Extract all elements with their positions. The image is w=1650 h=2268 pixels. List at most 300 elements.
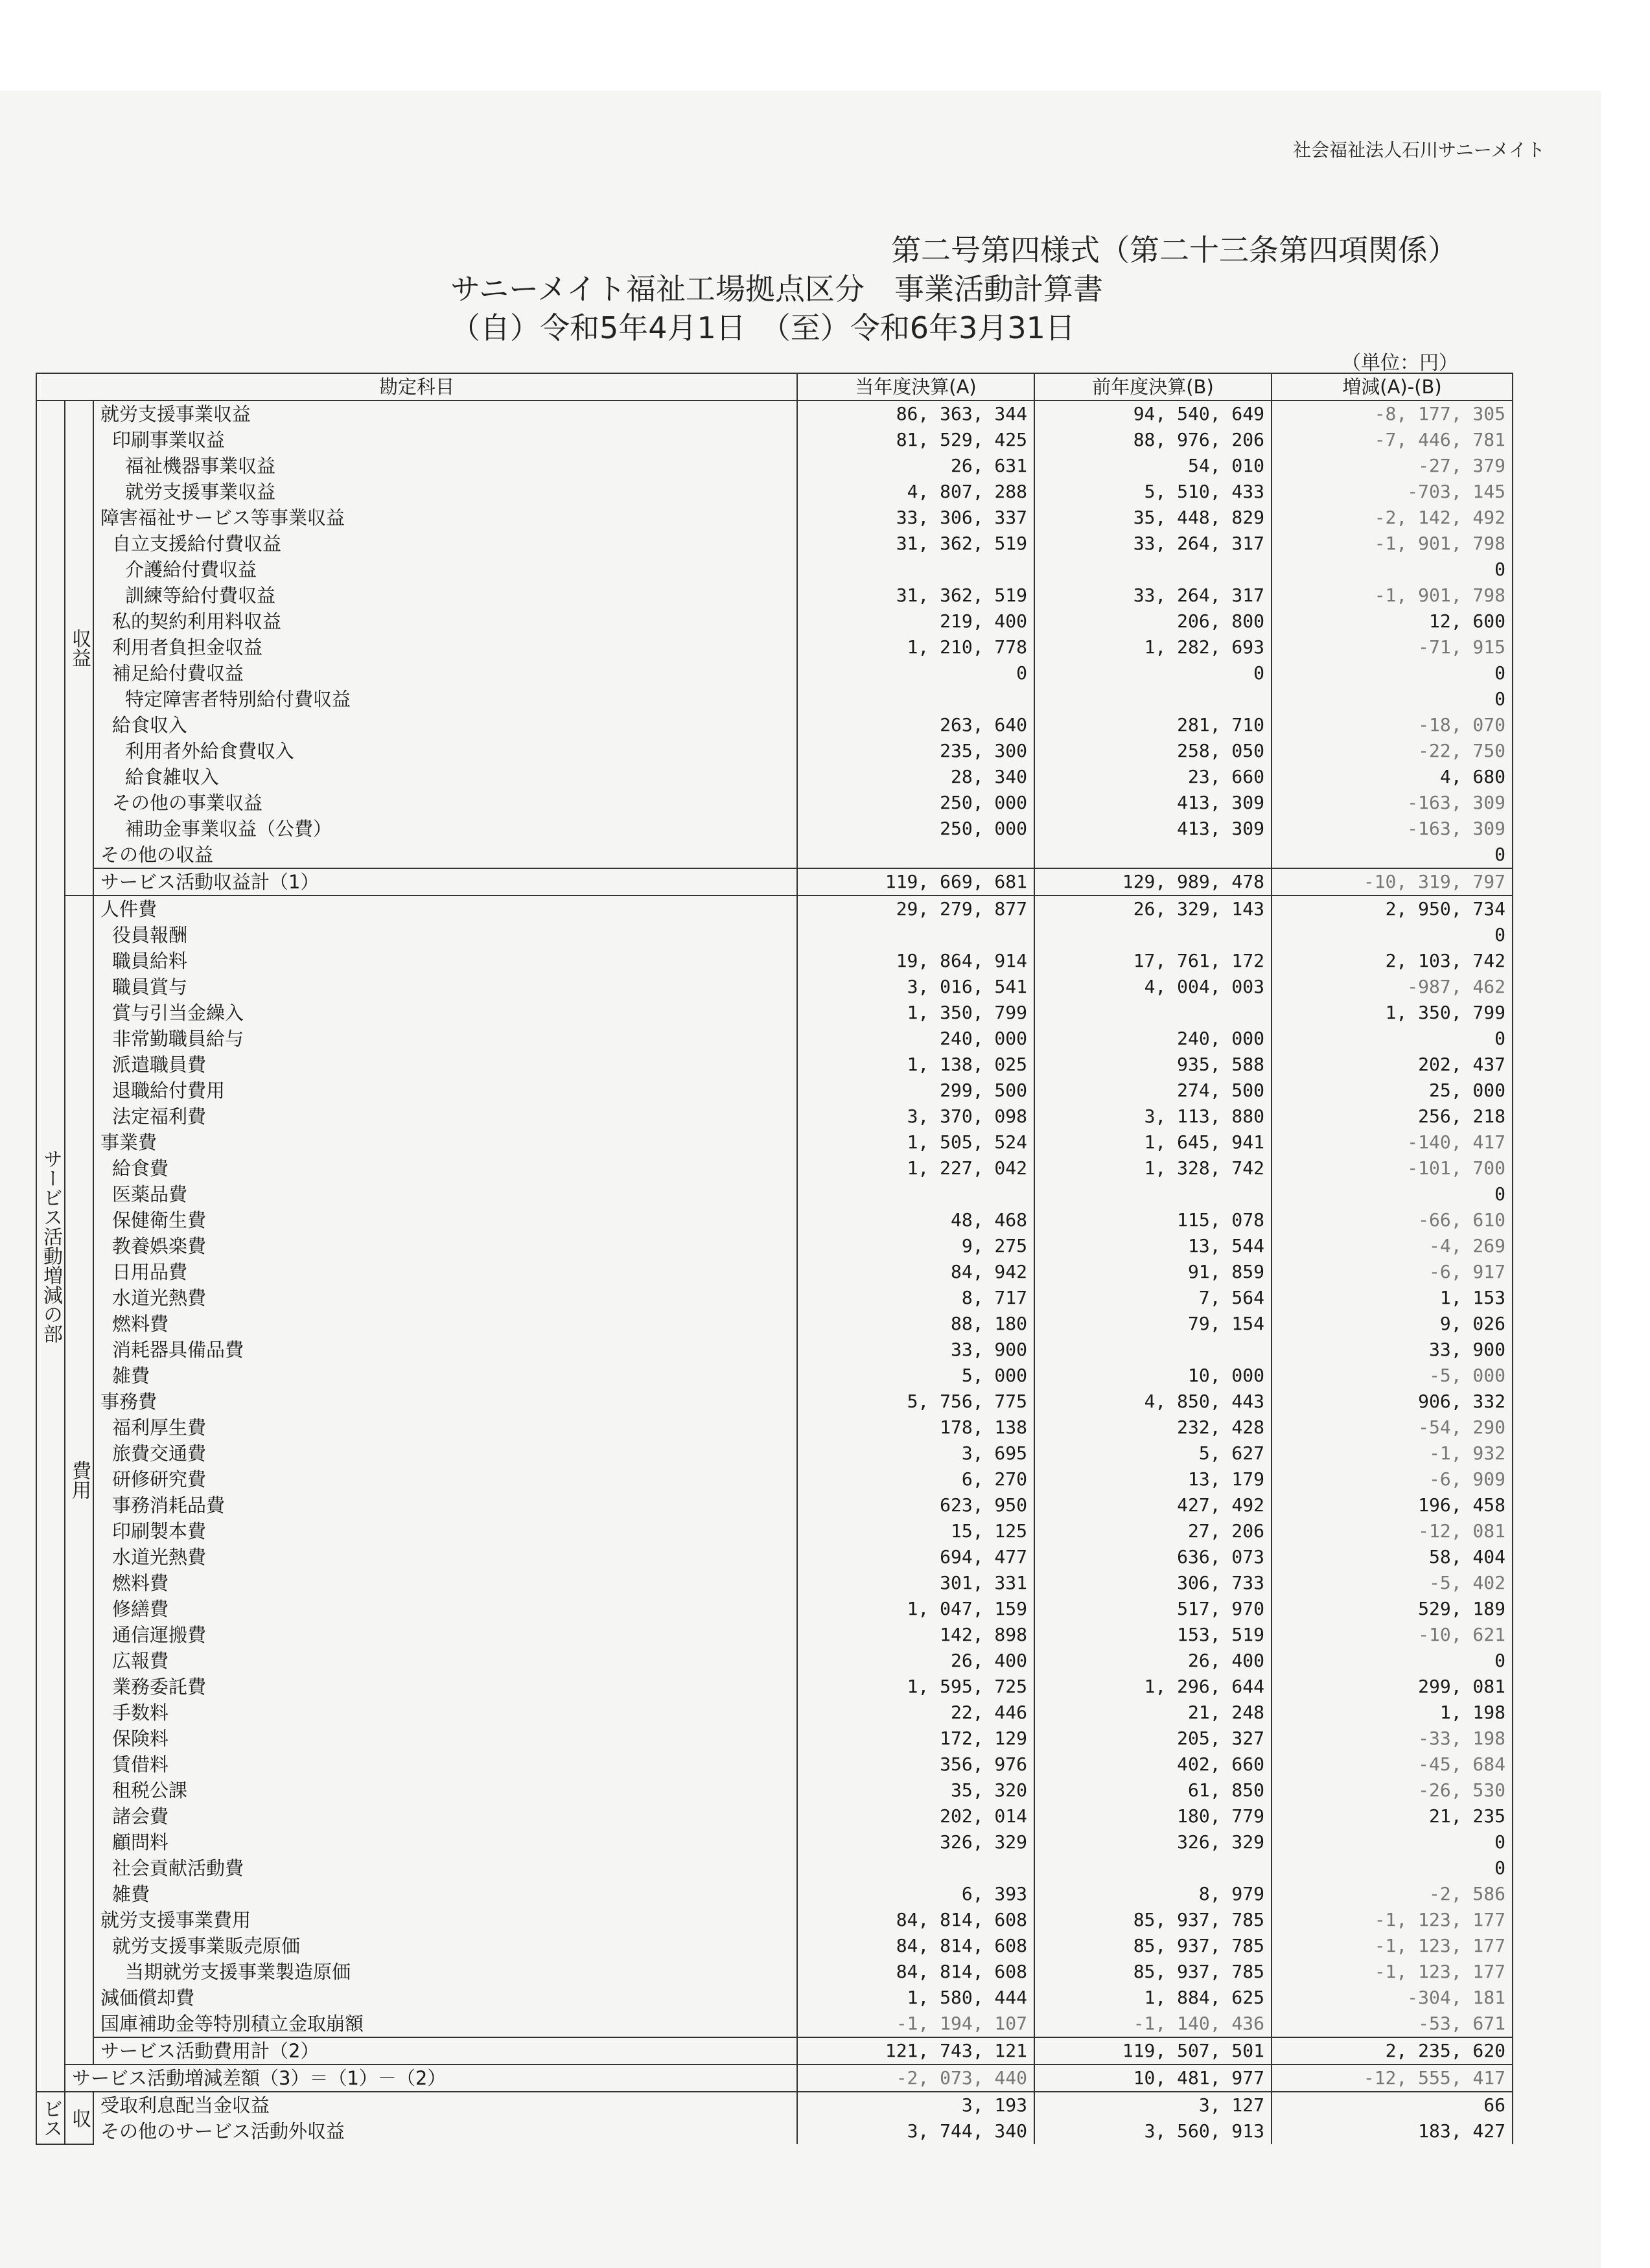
table-row [36, 1907, 1513, 1933]
cell-previous: 306, 733 [1034, 1570, 1272, 1596]
row-label: 研修研究費 [93, 1466, 797, 1492]
cell-change: -2, 586 [1272, 1881, 1513, 1907]
table-row [36, 608, 1513, 634]
cell-current: 250, 000 [797, 790, 1034, 816]
table-row [36, 2092, 1513, 2118]
cell-change: -33, 198 [1272, 1726, 1513, 1752]
row-label: 事務消耗品費 [93, 1492, 797, 1518]
table-row [36, 479, 1513, 505]
row-label: 租税公課 [93, 1777, 797, 1803]
cell-previous: 3, 127 [1034, 2092, 1272, 2118]
cell-current: 31, 362, 519 [797, 583, 1034, 608]
cell-change: -5, 000 [1272, 1363, 1513, 1389]
cell-previous [1034, 1337, 1272, 1363]
row-label: 法定福利費 [93, 1104, 797, 1129]
row-label: 自立支援給付費収益 [93, 531, 797, 557]
cell-current: 84, 814, 608 [797, 1907, 1034, 1933]
table-row [36, 868, 1513, 896]
row-label: 当期就労支援事業製造原価 [93, 1959, 797, 1985]
cell-previous: 274, 500 [1034, 1078, 1272, 1104]
cell-previous: 413, 309 [1034, 790, 1272, 816]
fiscal-period: （自）令和5年4月1日 （至）令和6年3月31日 [450, 310, 1075, 345]
cell-previous: 61, 850 [1034, 1777, 1272, 1803]
cell-previous: 26, 329, 143 [1034, 896, 1272, 922]
cell-current: 326, 329 [797, 1829, 1034, 1855]
cell-change: -71, 915 [1272, 634, 1513, 660]
cell-change: -27, 379 [1272, 453, 1513, 479]
cell-current: 9, 275 [797, 1233, 1034, 1259]
table-row [36, 1052, 1513, 1078]
cell-previous: 54, 010 [1034, 453, 1272, 479]
cell-current: 29, 279, 877 [797, 896, 1034, 922]
row-label: 手数料 [93, 1700, 797, 1726]
cell-change: 58, 404 [1272, 1544, 1513, 1570]
cell-current: 26, 631 [797, 453, 1034, 479]
cell-previous: 8, 979 [1034, 1881, 1272, 1907]
table-row [36, 896, 1513, 922]
row-label: その他のサービス活動外収益 [93, 2118, 797, 2144]
cell-change: 0 [1272, 1648, 1513, 1674]
row-label: 通信運搬費 [93, 1622, 797, 1648]
cell-current: 26, 400 [797, 1648, 1034, 1674]
row-label: 福祉機器事業収益 [93, 453, 797, 479]
row-label: 旅費交通費 [93, 1441, 797, 1466]
cell-current: 84, 942 [797, 1259, 1034, 1285]
cell-current: 33, 900 [797, 1337, 1034, 1363]
cell-previous: 85, 937, 785 [1034, 1959, 1272, 1985]
cell-change: 2, 235, 620 [1272, 2037, 1513, 2065]
cell-previous: 1, 328, 742 [1034, 1155, 1272, 1181]
form-number: 第二号第四様式（第二十三条第四項関係） [891, 233, 1458, 268]
table-row [36, 1752, 1513, 1777]
row-label: サービス活動費用計（2） [93, 2037, 797, 2065]
table-row [36, 1466, 1513, 1492]
cell-previous: 636, 073 [1034, 1544, 1272, 1570]
cell-previous [1034, 1855, 1272, 1881]
row-label: 障害福祉サービス等事業収益 [93, 505, 797, 531]
cell-change: 33, 900 [1272, 1337, 1513, 1363]
row-label: 特定障害者特別給付費収益 [93, 686, 797, 712]
cell-previous [1034, 686, 1272, 712]
cell-current: 3, 016, 541 [797, 974, 1034, 1000]
cell-previous: 5, 510, 433 [1034, 479, 1272, 505]
table-row [36, 1803, 1513, 1829]
row-label: 給食収入 [93, 712, 797, 738]
cell-change: 202, 437 [1272, 1052, 1513, 1078]
row-label: 非常勤職員給与 [93, 1026, 797, 1052]
cell-previous: 517, 970 [1034, 1596, 1272, 1622]
cell-previous: 205, 327 [1034, 1726, 1272, 1752]
cell-previous [1034, 1181, 1272, 1207]
row-label: 補助金事業収益（公費） [93, 816, 797, 842]
table-row [36, 1544, 1513, 1570]
row-label: 利用者外給食費収入 [93, 738, 797, 764]
cell-previous: 206, 800 [1034, 608, 1272, 634]
cell-current: 3, 193 [797, 2092, 1034, 2118]
row-label: 雑費 [93, 1881, 797, 1907]
cell-change: 183, 427 [1272, 2118, 1513, 2144]
cell-current [797, 1181, 1034, 1207]
cell-previous: 4, 004, 003 [1034, 974, 1272, 1000]
cell-previous: 326, 329 [1034, 1829, 1272, 1855]
cell-current: 81, 529, 425 [797, 427, 1034, 453]
row-label: 保健衛生費 [93, 1207, 797, 1233]
statement-title: サニーメイト福祉工場拠点区分 事業活動計算書 [450, 272, 1103, 307]
table-row [36, 1259, 1513, 1285]
header-current: 当年度決算(A) [797, 373, 1034, 400]
row-label: 役員報酬 [93, 922, 797, 948]
cell-change: 906, 332 [1272, 1389, 1513, 1415]
table-row [36, 1881, 1513, 1907]
table-row [36, 634, 1513, 660]
cell-previous: 3, 560, 913 [1034, 2118, 1272, 2144]
cell-current: 33, 306, 337 [797, 505, 1034, 531]
cell-current: 219, 400 [797, 608, 1034, 634]
cell-change: 0 [1272, 1829, 1513, 1855]
row-label: 広報費 [93, 1648, 797, 1674]
cell-current: 142, 898 [797, 1622, 1034, 1648]
cell-previous: -1, 140, 436 [1034, 2011, 1272, 2037]
cell-change: 1, 350, 799 [1272, 1000, 1513, 1026]
cell-current: 178, 138 [797, 1415, 1034, 1441]
table-header-row [36, 373, 1513, 400]
cell-change: 4, 680 [1272, 764, 1513, 790]
cell-previous [1034, 922, 1272, 948]
table-row [36, 1648, 1513, 1674]
cell-change: 299, 081 [1272, 1674, 1513, 1700]
table-row [36, 922, 1513, 948]
row-label: 教養娯楽費 [93, 1233, 797, 1259]
row-label: 訓練等給付費収益 [93, 583, 797, 608]
cell-previous: 85, 937, 785 [1034, 1907, 1272, 1933]
cell-current: 84, 814, 608 [797, 1933, 1034, 1959]
cell-previous [1034, 1000, 1272, 1026]
table-row [36, 712, 1513, 738]
row-label: 就労支援事業収益 [93, 400, 797, 427]
cell-change: 196, 458 [1272, 1492, 1513, 1518]
cell-current: 86, 363, 344 [797, 400, 1034, 427]
row-label: 給食費 [93, 1155, 797, 1181]
cell-current: 202, 014 [797, 1803, 1034, 1829]
cell-current [797, 922, 1034, 948]
table-row [36, 2037, 1513, 2065]
table-row [36, 1181, 1513, 1207]
row-label: 顧問料 [93, 1829, 797, 1855]
row-label: 就労支援事業費用 [93, 1907, 797, 1933]
cell-change: 25, 000 [1272, 1078, 1513, 1104]
cell-previous: 232, 428 [1034, 1415, 1272, 1441]
table-row [36, 1389, 1513, 1415]
cell-previous: 13, 544 [1034, 1233, 1272, 1259]
cell-change: -703, 145 [1272, 479, 1513, 505]
cell-change: 66 [1272, 2092, 1513, 2118]
row-label: 雑費 [93, 1363, 797, 1389]
section-revenue: 収益 [65, 400, 93, 896]
table-row [36, 686, 1513, 712]
row-label: 消耗器具備品費 [93, 1337, 797, 1363]
cell-change: 0 [1272, 1181, 1513, 1207]
cell-previous: 85, 937, 785 [1034, 1933, 1272, 1959]
table-row [36, 400, 1513, 427]
cell-change: -987, 462 [1272, 974, 1513, 1000]
cell-current: 48, 468 [797, 1207, 1034, 1233]
header-account: 勘定科目 [36, 373, 797, 400]
table-row [36, 764, 1513, 790]
row-label: その他の事業収益 [93, 790, 797, 816]
cell-change: -12, 081 [1272, 1518, 1513, 1544]
cell-change: -66, 610 [1272, 1207, 1513, 1233]
cell-current: -1, 194, 107 [797, 2011, 1034, 2037]
table-row [36, 660, 1513, 686]
cell-change: -4, 269 [1272, 1233, 1513, 1259]
cell-change: -6, 917 [1272, 1259, 1513, 1285]
cell-change: -101, 700 [1272, 1155, 1513, 1181]
cell-current: 3, 695 [797, 1441, 1034, 1466]
cell-current: 121, 743, 121 [797, 2037, 1034, 2065]
cell-change: 1, 198 [1272, 1700, 1513, 1726]
row-label: 印刷製本費 [93, 1518, 797, 1544]
cell-change: 0 [1272, 922, 1513, 948]
table-row [36, 2065, 1513, 2092]
cell-previous: 1, 884, 625 [1034, 1985, 1272, 2011]
cell-change: -10, 621 [1272, 1622, 1513, 1648]
row-label: 利用者負担金収益 [93, 634, 797, 660]
table-row [36, 738, 1513, 764]
cell-change: -54, 290 [1272, 1415, 1513, 1441]
cell-current: 8, 717 [797, 1285, 1034, 1311]
table-row [36, 1363, 1513, 1389]
row-label: 賃借料 [93, 1752, 797, 1777]
cell-previous: 13, 179 [1034, 1466, 1272, 1492]
cell-previous: 10, 481, 977 [1034, 2065, 1272, 2092]
cell-change: -7, 446, 781 [1272, 427, 1513, 453]
cell-current: 5, 000 [797, 1363, 1034, 1389]
cell-current: 19, 864, 914 [797, 948, 1034, 974]
cell-change: -5, 402 [1272, 1570, 1513, 1596]
table-row [36, 1933, 1513, 1959]
row-label: 諸会費 [93, 1803, 797, 1829]
cell-previous: 0 [1034, 660, 1272, 686]
cell-previous: 129, 989, 478 [1034, 868, 1272, 896]
cell-previous: 88, 976, 206 [1034, 427, 1272, 453]
cell-change: -1, 123, 177 [1272, 1933, 1513, 1959]
table-row [36, 505, 1513, 531]
row-label: 事務費 [93, 1389, 797, 1415]
row-label: 就労支援事業販売原価 [93, 1933, 797, 1959]
cell-previous: 427, 492 [1034, 1492, 1272, 1518]
table-row [36, 1000, 1513, 1026]
row-label: 日用品費 [93, 1259, 797, 1285]
cell-previous: 17, 761, 172 [1034, 948, 1272, 974]
table-body [36, 400, 1513, 2144]
cell-previous: 79, 154 [1034, 1311, 1272, 1337]
table-row [36, 1078, 1513, 1104]
row-label: 業務委託費 [93, 1674, 797, 1700]
table-row [36, 1622, 1513, 1648]
cell-current: 1, 580, 444 [797, 1985, 1034, 2011]
row-label: 保険料 [93, 1726, 797, 1752]
cell-previous: 5, 627 [1034, 1441, 1272, 1466]
cell-previous: 115, 078 [1034, 1207, 1272, 1233]
cell-current: 5, 756, 775 [797, 1389, 1034, 1415]
table-row [36, 1104, 1513, 1129]
row-label: 受取利息配当金収益 [93, 2092, 797, 2118]
cell-change: 0 [1272, 1026, 1513, 1052]
cell-current: 3, 370, 098 [797, 1104, 1034, 1129]
table-row [36, 974, 1513, 1000]
table-row [36, 1026, 1513, 1052]
cell-change: -1, 901, 798 [1272, 531, 1513, 557]
row-label: 医薬品費 [93, 1181, 797, 1207]
cell-change: -12, 555, 417 [1272, 2065, 1513, 2092]
cell-change: 0 [1272, 686, 1513, 712]
row-label: 水道光熱費 [93, 1285, 797, 1311]
table-row [36, 1207, 1513, 1233]
cell-current: 22, 446 [797, 1700, 1034, 1726]
cell-current: 172, 129 [797, 1726, 1034, 1752]
cell-change: 21, 235 [1272, 1803, 1513, 1829]
cell-current: 1, 505, 524 [797, 1129, 1034, 1155]
cell-change: -2, 142, 492 [1272, 505, 1513, 531]
table-row [36, 1415, 1513, 1441]
row-label: 社会貢献活動費 [93, 1855, 797, 1881]
row-label: 水道光熱費 [93, 1544, 797, 1570]
table-row [36, 1311, 1513, 1337]
cell-current: 84, 814, 608 [797, 1959, 1034, 1985]
cell-previous: 1, 296, 644 [1034, 1674, 1272, 1700]
row-label: 給食雑収入 [93, 764, 797, 790]
unit-label: （単位：円） [1342, 352, 1458, 375]
cell-previous: 94, 540, 649 [1034, 400, 1272, 427]
row-label: 介護給付費収益 [93, 557, 797, 583]
cell-previous: 33, 264, 317 [1034, 583, 1272, 608]
cell-change: -6, 909 [1272, 1466, 1513, 1492]
table-row [36, 1285, 1513, 1311]
cell-previous: 119, 507, 501 [1034, 2037, 1272, 2065]
cell-previous: 4, 850, 443 [1034, 1389, 1272, 1415]
cell-previous: 1, 282, 693 [1034, 634, 1272, 660]
table-row [36, 1855, 1513, 1881]
table-row [36, 1233, 1513, 1259]
cell-current [797, 557, 1034, 583]
cell-current: 0 [797, 660, 1034, 686]
cell-previous: 27, 206 [1034, 1518, 1272, 1544]
cell-current: 1, 047, 159 [797, 1596, 1034, 1622]
cell-change: -1, 932 [1272, 1441, 1513, 1466]
cell-change: 529, 189 [1272, 1596, 1513, 1622]
cell-change: -10, 319, 797 [1272, 868, 1513, 896]
cell-current: 119, 669, 681 [797, 868, 1034, 896]
cell-current: 6, 393 [797, 1881, 1034, 1907]
row-label: 修繕費 [93, 1596, 797, 1622]
row-label: 福利厚生費 [93, 1415, 797, 1441]
table-row [36, 1726, 1513, 1752]
table-row [36, 1700, 1513, 1726]
cell-previous: 33, 264, 317 [1034, 531, 1272, 557]
row-label: 職員賞与 [93, 974, 797, 1000]
table-row [36, 557, 1513, 583]
cell-previous: 21, 248 [1034, 1700, 1272, 1726]
cell-current [797, 686, 1034, 712]
cell-change: -45, 684 [1272, 1752, 1513, 1777]
cell-change: 0 [1272, 1855, 1513, 1881]
cell-previous: 26, 400 [1034, 1648, 1272, 1674]
cell-change: -8, 177, 305 [1272, 400, 1513, 427]
header-previous: 前年度決算(B) [1034, 373, 1272, 400]
cell-previous: 35, 448, 829 [1034, 505, 1272, 531]
cell-current: 1, 350, 799 [797, 1000, 1034, 1026]
section-non-service: ビス [36, 2092, 65, 2144]
cell-current: 1, 210, 778 [797, 634, 1034, 660]
cell-change: -1, 123, 177 [1272, 1907, 1513, 1933]
row-label: 燃料費 [93, 1311, 797, 1337]
cell-change: -18, 070 [1272, 712, 1513, 738]
cell-change: 2, 950, 734 [1272, 896, 1513, 922]
section-service-activities: サービス活動増減の部 [36, 400, 65, 2092]
table-row [36, 1596, 1513, 1622]
cell-current: -2, 073, 440 [797, 2065, 1034, 2092]
cell-current [797, 842, 1034, 868]
cell-change: -163, 309 [1272, 816, 1513, 842]
cell-previous: 10, 000 [1034, 1363, 1272, 1389]
table-row [36, 948, 1513, 974]
cell-previous [1034, 842, 1272, 868]
cell-previous: 935, 588 [1034, 1052, 1272, 1078]
table-row [36, 842, 1513, 868]
row-label: その他の収益 [93, 842, 797, 868]
cell-current: 301, 331 [797, 1570, 1034, 1596]
organization-name: 社会福祉法人石川サニーメイト [1293, 139, 1545, 161]
cell-change: 2, 103, 742 [1272, 948, 1513, 974]
row-label: 職員給料 [93, 948, 797, 974]
table-row [36, 1155, 1513, 1181]
row-label: 派遣職員費 [93, 1052, 797, 1078]
table-row [36, 816, 1513, 842]
row-label: 印刷事業収益 [93, 427, 797, 453]
cell-current: 694, 477 [797, 1544, 1034, 1570]
cell-current: 15, 125 [797, 1518, 1034, 1544]
row-label: 賞与引当金繰入 [93, 1000, 797, 1026]
row-label: 私的契約利用料収益 [93, 608, 797, 634]
header-change: 増減(A)-(B) [1272, 373, 1513, 400]
cell-current: 240, 000 [797, 1026, 1034, 1052]
cell-current: 4, 807, 288 [797, 479, 1034, 505]
row-label: 就労支援事業収益 [93, 479, 797, 505]
cell-previous: 281, 710 [1034, 712, 1272, 738]
row-label: サービス活動増減差額（3）＝（1）－（2） [65, 2065, 797, 2092]
cell-change: 256, 218 [1272, 1104, 1513, 1129]
cell-current: 235, 300 [797, 738, 1034, 764]
cell-change: -304, 181 [1272, 1985, 1513, 2011]
row-label: 国庫補助金等特別積立金取崩額 [93, 2011, 797, 2037]
cell-change: -1, 123, 177 [1272, 1959, 1513, 1985]
row-label: サービス活動収益計（1） [93, 868, 797, 896]
row-label: 減価償却費 [93, 1985, 797, 2011]
cell-change: 9, 026 [1272, 1311, 1513, 1337]
cell-current: 299, 500 [797, 1078, 1034, 1104]
activity-statement-table [36, 373, 1513, 2145]
table-row [36, 1829, 1513, 1855]
cell-change: -140, 417 [1272, 1129, 1513, 1155]
cell-previous: 23, 660 [1034, 764, 1272, 790]
cell-previous: 7, 564 [1034, 1285, 1272, 1311]
cell-previous: 1, 645, 941 [1034, 1129, 1272, 1155]
section-expense: 費用 [65, 896, 93, 2065]
table-row [36, 583, 1513, 608]
cell-previous: 413, 309 [1034, 816, 1272, 842]
cell-current: 356, 976 [797, 1752, 1034, 1777]
cell-change: -1, 901, 798 [1272, 583, 1513, 608]
